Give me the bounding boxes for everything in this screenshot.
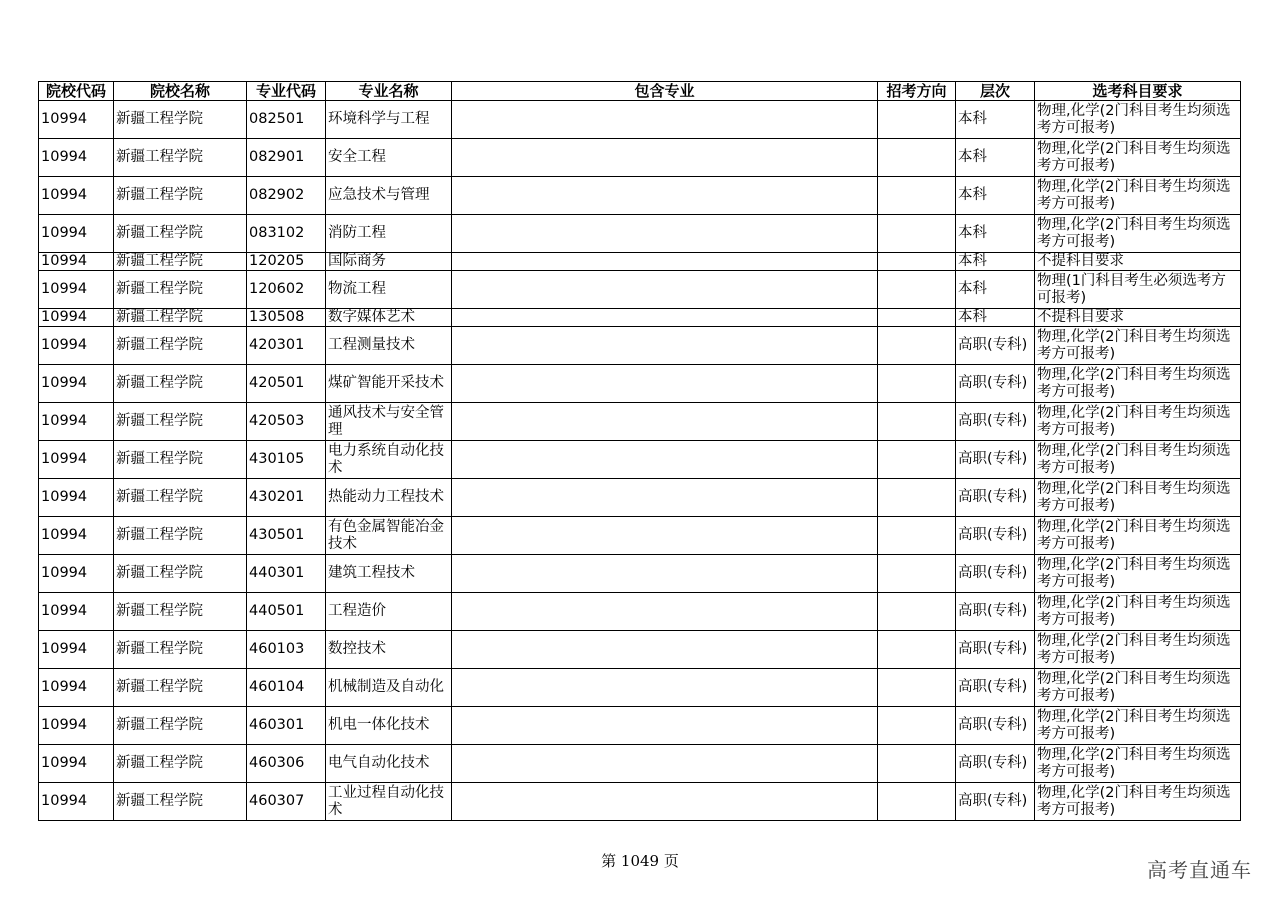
cell-subject-requirements: 物理,化学(2门科目考生均须选考方可报考): [1035, 783, 1241, 821]
table-row: [39, 631, 1241, 669]
cell-major-name: 机电一体化技术: [326, 707, 452, 745]
table-row: [39, 271, 1241, 309]
cell-major-code: 460104: [247, 669, 326, 707]
table-row: [39, 783, 1241, 821]
cell-major-code: 440301: [247, 555, 326, 593]
cell-level: 本科: [956, 271, 1035, 309]
cell-subject-requirements: 不提科目要求: [1035, 309, 1241, 327]
cell-included-majors: [452, 631, 878, 669]
cell-included-majors: [452, 441, 878, 479]
header-row: [39, 82, 1241, 101]
cell-direction: [878, 215, 956, 253]
table-row: [39, 707, 1241, 745]
cell-subject-requirements: 物理,化学(2门科目考生均须选考方可报考): [1035, 215, 1241, 253]
cell-direction: [878, 271, 956, 309]
cell-school-name: 新疆工程学院: [114, 309, 247, 327]
cell-direction: [878, 365, 956, 403]
cell-level: 本科: [956, 177, 1035, 215]
cell-included-majors: [452, 555, 878, 593]
table-row: [39, 555, 1241, 593]
watermark: 高考直通车: [1147, 858, 1252, 882]
cell-subject-requirements: 物理(1门科目考生必须选考方可报考): [1035, 271, 1241, 309]
cell-level: 高职(专科): [956, 669, 1035, 707]
cell-level: 高职(专科): [956, 517, 1035, 555]
cell-major-name: 安全工程: [326, 139, 452, 177]
header-level: 层次: [956, 82, 1035, 101]
cell-direction: [878, 783, 956, 821]
table-row: [39, 365, 1241, 403]
cell-subject-requirements: 物理,化学(2门科目考生均须选考方可报考): [1035, 403, 1241, 441]
header-school-code: 院校代码: [39, 82, 114, 101]
cell-major-name: 消防工程: [326, 215, 452, 253]
table-row: [39, 593, 1241, 631]
cell-school-code: 10994: [39, 669, 114, 707]
table-row: [39, 517, 1241, 555]
cell-direction: [878, 101, 956, 139]
cell-subject-requirements: 不提科目要求: [1035, 253, 1241, 271]
table-row: [39, 327, 1241, 365]
cell-school-code: 10994: [39, 177, 114, 215]
cell-major-name: 电气自动化技术: [326, 745, 452, 783]
cell-included-majors: [452, 403, 878, 441]
cell-level: 本科: [956, 139, 1035, 177]
header-direction: 招考方向: [878, 82, 956, 101]
cell-major-code: 082901: [247, 139, 326, 177]
cell-school-name: 新疆工程学院: [114, 707, 247, 745]
cell-school-code: 10994: [39, 271, 114, 309]
cell-direction: [878, 555, 956, 593]
cell-level: 高职(专科): [956, 365, 1035, 403]
cell-major-code: 460307: [247, 783, 326, 821]
cell-school-name: 新疆工程学院: [114, 101, 247, 139]
cell-school-name: 新疆工程学院: [114, 403, 247, 441]
cell-major-code: 460306: [247, 745, 326, 783]
table-row: [39, 479, 1241, 517]
table-row: [39, 177, 1241, 215]
cell-major-name: 煤矿智能开采技术: [326, 365, 452, 403]
cell-included-majors: [452, 593, 878, 631]
table-row: [39, 309, 1241, 327]
cell-direction: [878, 479, 956, 517]
cell-level: 高职(专科): [956, 631, 1035, 669]
cell-school-code: 10994: [39, 403, 114, 441]
cell-direction: [878, 253, 956, 271]
cell-school-code: 10994: [39, 215, 114, 253]
cell-major-name: 热能动力工程技术: [326, 479, 452, 517]
cell-school-name: 新疆工程学院: [114, 783, 247, 821]
cell-school-code: 10994: [39, 101, 114, 139]
cell-major-code: 460103: [247, 631, 326, 669]
cell-level: 高职(专科): [956, 593, 1035, 631]
cell-direction: [878, 669, 956, 707]
cell-school-name: 新疆工程学院: [114, 441, 247, 479]
cell-direction: [878, 593, 956, 631]
cell-direction: [878, 177, 956, 215]
cell-major-name: 数字媒体艺术: [326, 309, 452, 327]
page-number: 第 1049 页: [601, 852, 679, 870]
cell-school-name: 新疆工程学院: [114, 631, 247, 669]
cell-direction: [878, 309, 956, 327]
cell-school-name: 新疆工程学院: [114, 327, 247, 365]
cell-school-name: 新疆工程学院: [114, 555, 247, 593]
cell-school-code: 10994: [39, 593, 114, 631]
cell-subject-requirements: 物理,化学(2门科目考生均须选考方可报考): [1035, 593, 1241, 631]
cell-major-code: 420501: [247, 365, 326, 403]
table-row: [39, 253, 1241, 271]
cell-major-code: 082501: [247, 101, 326, 139]
table-row: [39, 101, 1241, 139]
cell-school-name: 新疆工程学院: [114, 365, 247, 403]
cell-major-name: 建筑工程技术: [326, 555, 452, 593]
cell-school-name: 新疆工程学院: [114, 253, 247, 271]
header-subject-requirements: 选考科目要求: [1035, 82, 1241, 101]
cell-direction: [878, 403, 956, 441]
cell-school-code: 10994: [39, 707, 114, 745]
cell-major-name: 工程造价: [326, 593, 452, 631]
cell-school-name: 新疆工程学院: [114, 177, 247, 215]
cell-level: 高职(专科): [956, 479, 1035, 517]
cell-school-code: 10994: [39, 745, 114, 783]
cell-direction: [878, 745, 956, 783]
cell-major-code: 460301: [247, 707, 326, 745]
table-row: [39, 669, 1241, 707]
cell-school-code: 10994: [39, 783, 114, 821]
cell-subject-requirements: 物理,化学(2门科目考生均须选考方可报考): [1035, 707, 1241, 745]
cell-major-code: 083102: [247, 215, 326, 253]
cell-school-name: 新疆工程学院: [114, 479, 247, 517]
cell-major-name: 机械制造及自动化: [326, 669, 452, 707]
cell-school-code: 10994: [39, 631, 114, 669]
cell-subject-requirements: 物理,化学(2门科目考生均须选考方可报考): [1035, 479, 1241, 517]
admission-table: [38, 81, 1241, 821]
cell-level: 高职(专科): [956, 707, 1035, 745]
cell-included-majors: [452, 707, 878, 745]
cell-subject-requirements: 物理,化学(2门科目考生均须选考方可报考): [1035, 517, 1241, 555]
header-included-majors: 包含专业: [452, 82, 878, 101]
cell-school-code: 10994: [39, 517, 114, 555]
cell-major-name: 通风技术与安全管理: [326, 403, 452, 441]
header-school-name: 院校名称: [114, 82, 247, 101]
cell-included-majors: [452, 271, 878, 309]
cell-direction: [878, 707, 956, 745]
cell-major-name: 工程测量技术: [326, 327, 452, 365]
cell-level: 本科: [956, 253, 1035, 271]
cell-direction: [878, 139, 956, 177]
cell-level: 高职(专科): [956, 327, 1035, 365]
cell-school-code: 10994: [39, 479, 114, 517]
cell-school-code: 10994: [39, 327, 114, 365]
cell-school-name: 新疆工程学院: [114, 271, 247, 309]
cell-subject-requirements: 物理,化学(2门科目考生均须选考方可报考): [1035, 555, 1241, 593]
cell-major-code: 420301: [247, 327, 326, 365]
header-major-name: 专业名称: [326, 82, 452, 101]
cell-subject-requirements: 物理,化学(2门科目考生均须选考方可报考): [1035, 441, 1241, 479]
cell-direction: [878, 441, 956, 479]
cell-major-name: 数控技术: [326, 631, 452, 669]
cell-included-majors: [452, 101, 878, 139]
cell-subject-requirements: 物理,化学(2门科目考生均须选考方可报考): [1035, 669, 1241, 707]
cell-school-name: 新疆工程学院: [114, 139, 247, 177]
table-row: [39, 403, 1241, 441]
cell-subject-requirements: 物理,化学(2门科目考生均须选考方可报考): [1035, 101, 1241, 139]
cell-included-majors: [452, 139, 878, 177]
cell-included-majors: [452, 177, 878, 215]
cell-major-code: 082902: [247, 177, 326, 215]
table-row: [39, 745, 1241, 783]
cell-direction: [878, 327, 956, 365]
cell-major-code: 430201: [247, 479, 326, 517]
cell-subject-requirements: 物理,化学(2门科目考生均须选考方可报考): [1035, 745, 1241, 783]
cell-direction: [878, 631, 956, 669]
cell-level: 高职(专科): [956, 555, 1035, 593]
cell-subject-requirements: 物理,化学(2门科目考生均须选考方可报考): [1035, 139, 1241, 177]
cell-major-name: 国际商务: [326, 253, 452, 271]
cell-school-code: 10994: [39, 441, 114, 479]
cell-level: 高职(专科): [956, 783, 1035, 821]
cell-major-code: 130508: [247, 309, 326, 327]
header-major-code: 专业代码: [247, 82, 326, 101]
table-row: [39, 215, 1241, 253]
cell-school-name: 新疆工程学院: [114, 669, 247, 707]
cell-included-majors: [452, 309, 878, 327]
cell-level: 高职(专科): [956, 403, 1035, 441]
cell-school-code: 10994: [39, 309, 114, 327]
cell-school-code: 10994: [39, 253, 114, 271]
cell-major-code: 430501: [247, 517, 326, 555]
cell-included-majors: [452, 479, 878, 517]
cell-major-name: 物流工程: [326, 271, 452, 309]
cell-level: 高职(专科): [956, 441, 1035, 479]
cell-included-majors: [452, 783, 878, 821]
cell-included-majors: [452, 215, 878, 253]
cell-major-code: 120602: [247, 271, 326, 309]
cell-subject-requirements: 物理,化学(2门科目考生均须选考方可报考): [1035, 177, 1241, 215]
cell-included-majors: [452, 253, 878, 271]
cell-level: 高职(专科): [956, 745, 1035, 783]
cell-included-majors: [452, 745, 878, 783]
cell-school-name: 新疆工程学院: [114, 517, 247, 555]
cell-major-code: 420503: [247, 403, 326, 441]
cell-school-code: 10994: [39, 139, 114, 177]
cell-major-name: 电力系统自动化技术: [326, 441, 452, 479]
table-row: [39, 139, 1241, 177]
cell-school-name: 新疆工程学院: [114, 593, 247, 631]
cell-subject-requirements: 物理,化学(2门科目考生均须选考方可报考): [1035, 327, 1241, 365]
cell-major-code: 440501: [247, 593, 326, 631]
cell-included-majors: [452, 327, 878, 365]
cell-major-name: 环境科学与工程: [326, 101, 452, 139]
cell-major-name: 应急技术与管理: [326, 177, 452, 215]
cell-included-majors: [452, 517, 878, 555]
cell-level: 本科: [956, 309, 1035, 327]
cell-included-majors: [452, 669, 878, 707]
cell-subject-requirements: 物理,化学(2门科目考生均须选考方可报考): [1035, 631, 1241, 669]
cell-subject-requirements: 物理,化学(2门科目考生均须选考方可报考): [1035, 365, 1241, 403]
cell-school-name: 新疆工程学院: [114, 215, 247, 253]
cell-level: 本科: [956, 215, 1035, 253]
cell-major-code: 430105: [247, 441, 326, 479]
cell-major-name: 有色金属智能冶金技术: [326, 517, 452, 555]
cell-included-majors: [452, 365, 878, 403]
table-row: [39, 441, 1241, 479]
cell-school-code: 10994: [39, 555, 114, 593]
cell-school-code: 10994: [39, 365, 114, 403]
cell-major-name: 工业过程自动化技术: [326, 783, 452, 821]
cell-direction: [878, 517, 956, 555]
cell-major-code: 120205: [247, 253, 326, 271]
cell-school-name: 新疆工程学院: [114, 745, 247, 783]
cell-level: 本科: [956, 101, 1035, 139]
